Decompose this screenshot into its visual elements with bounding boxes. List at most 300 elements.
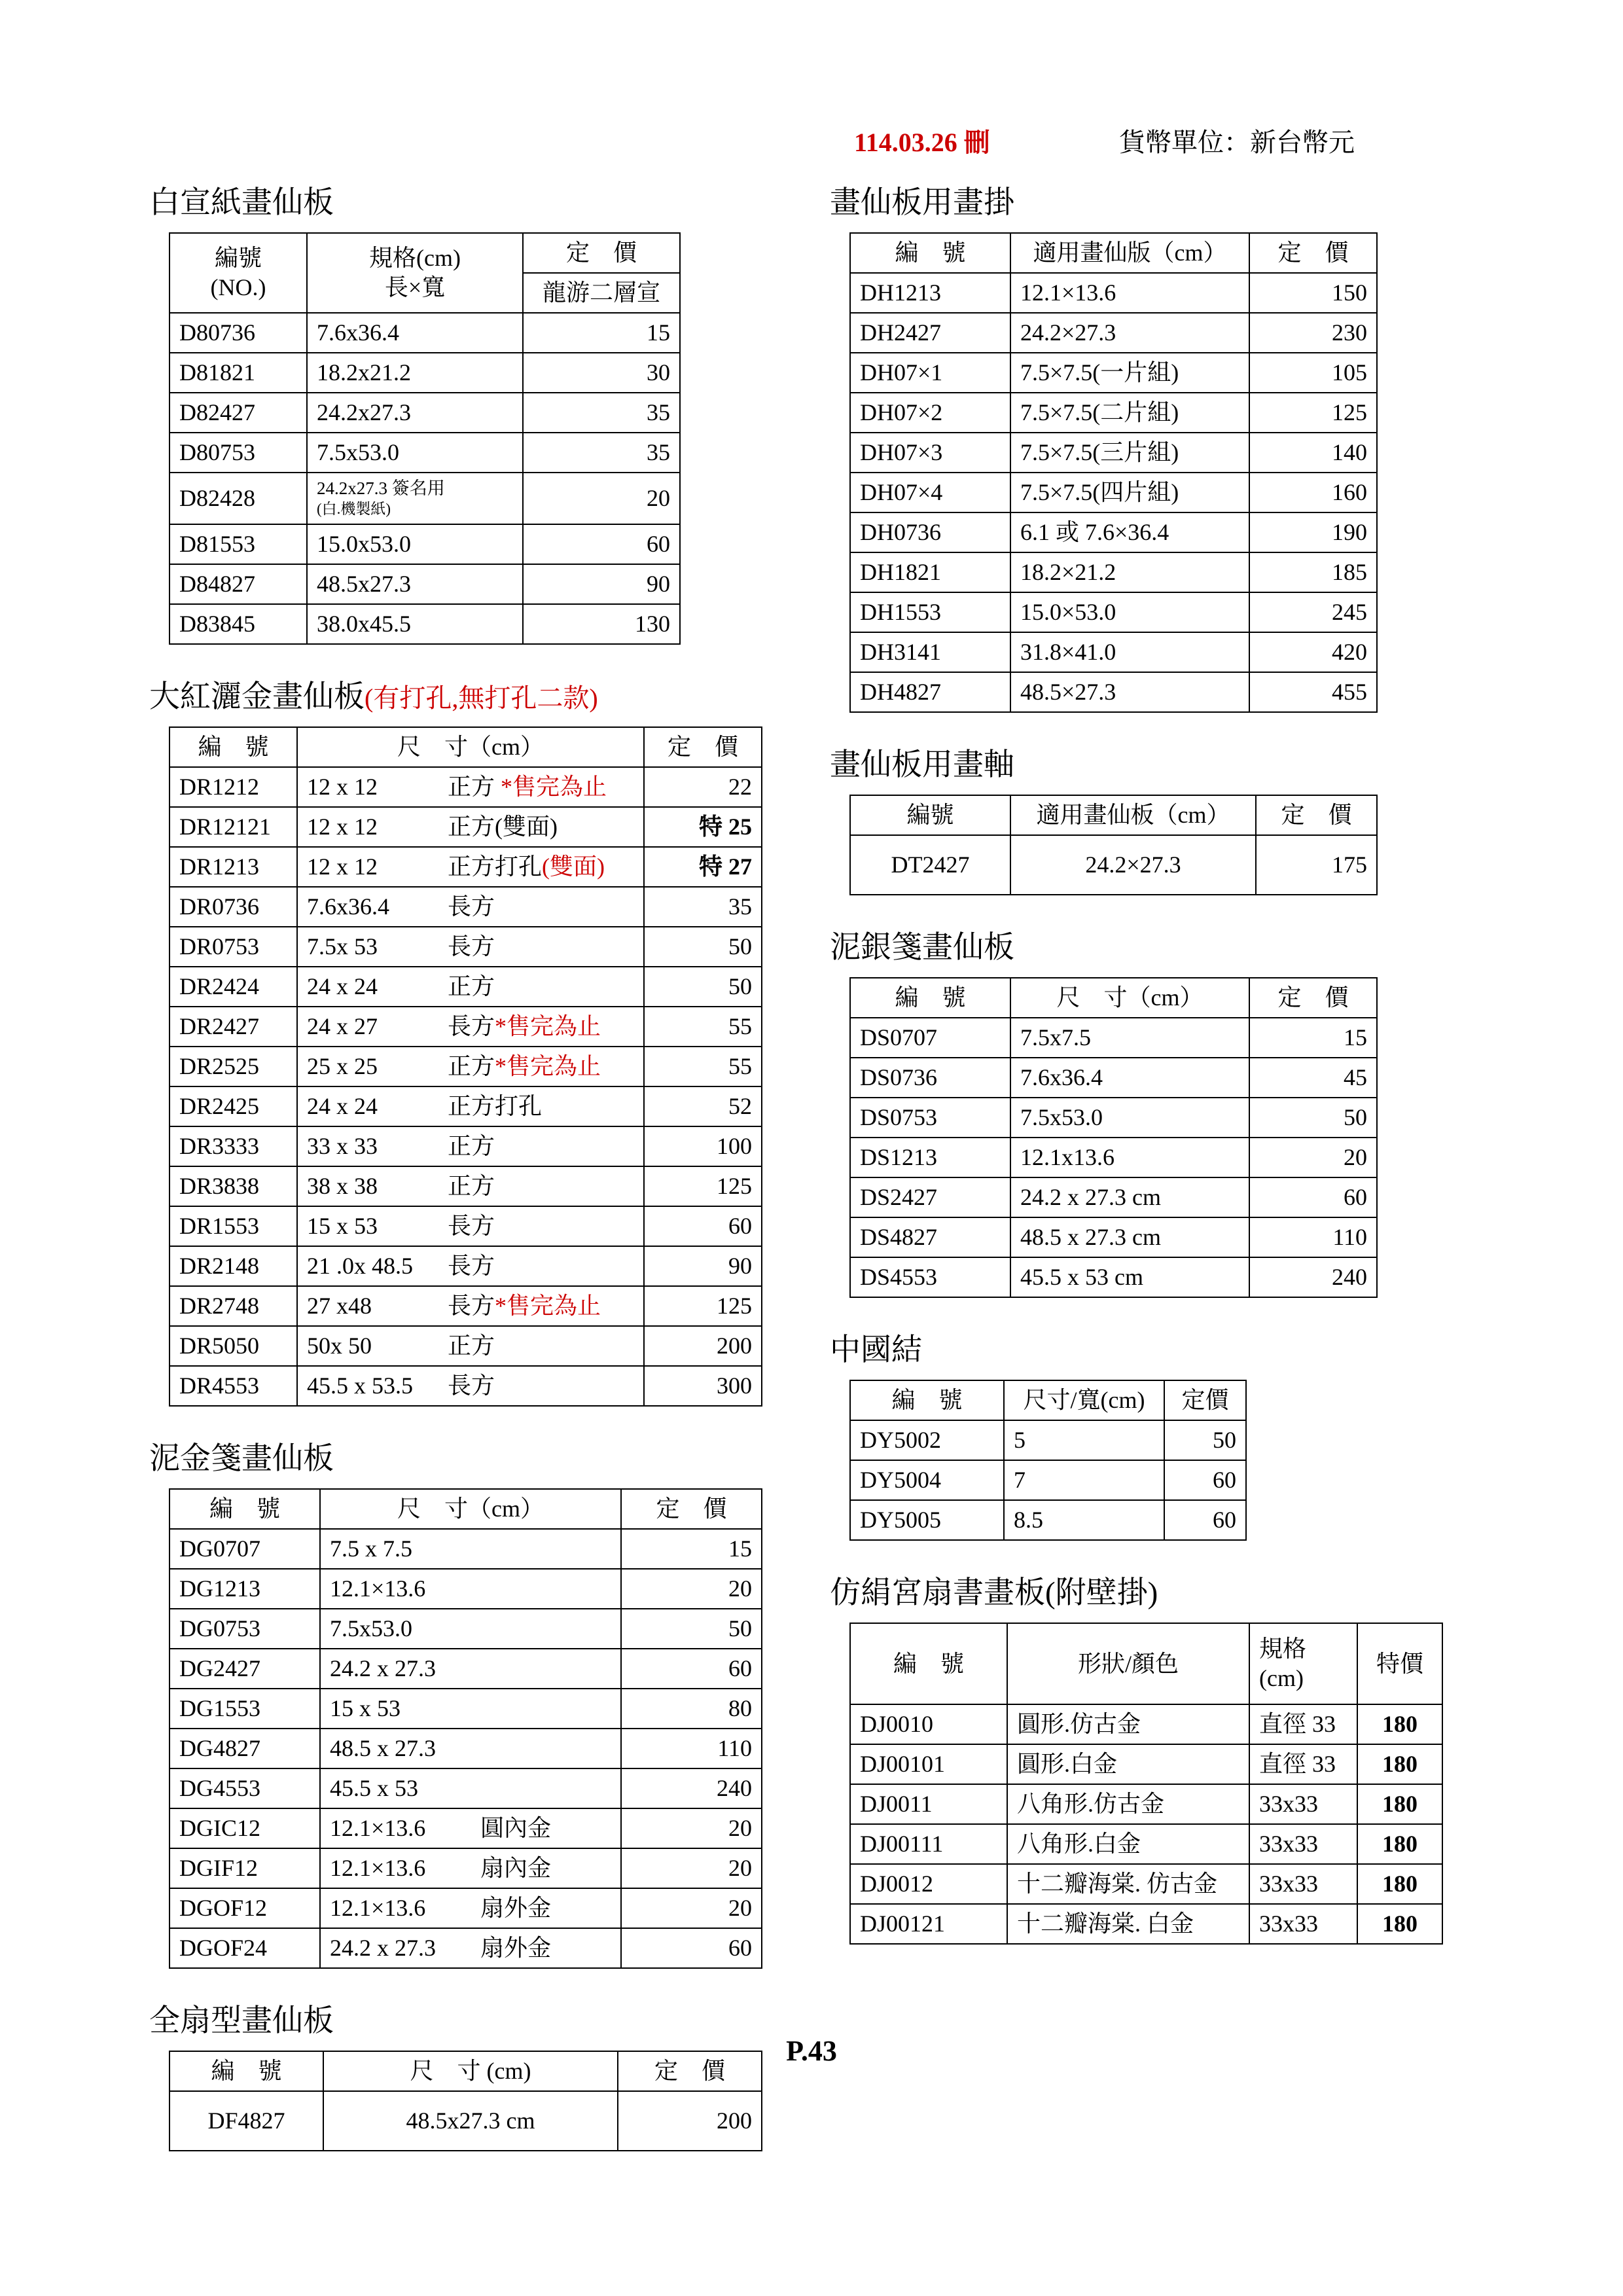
table-row	[850, 473, 1377, 512]
table-cell: 190	[1249, 512, 1377, 552]
table-cell	[297, 767, 644, 807]
table-row	[169, 887, 762, 927]
table-cell: 45.5 x 53 cm	[1010, 1257, 1249, 1297]
table-row	[169, 927, 762, 967]
section-title-text: 畫仙板用畫掛	[830, 186, 1014, 220]
table-row	[169, 1007, 762, 1047]
table-cell: DJ0012	[850, 1864, 1007, 1904]
table-cell: 50	[1249, 1098, 1377, 1138]
table-row	[169, 313, 680, 353]
cell-text: 圓內金	[480, 1814, 552, 1841]
section-title-text: 泥銀箋畫仙板	[830, 931, 1014, 965]
cell-text: 15 x 53	[307, 1212, 378, 1239]
table-cell: 八角形.白金	[1007, 1824, 1249, 1864]
table-cell: DR3333	[169, 1126, 297, 1166]
header-cell: 編 號	[169, 1489, 320, 1529]
table-cell: 60	[1164, 1500, 1246, 1540]
table-cell: 圓形.白金	[1007, 1744, 1249, 1784]
table-row	[169, 1126, 762, 1166]
cell-text: 12.1×13.6	[330, 1814, 426, 1841]
table-cell: DG1213	[169, 1569, 320, 1609]
table-cell: DG4553	[169, 1768, 320, 1808]
table-cell: 50	[621, 1609, 762, 1649]
table-row	[169, 1047, 762, 1086]
table-cell: 48.5×27.3	[1010, 672, 1249, 712]
table-cell	[297, 1286, 644, 1326]
table-cell: DR0736	[169, 887, 297, 927]
table-cell: 45	[1249, 1058, 1377, 1098]
table-row	[169, 524, 680, 564]
table-cell: 7	[1004, 1460, 1164, 1500]
table-cell: DR2425	[169, 1086, 297, 1126]
table-cell: DJ0011	[850, 1784, 1007, 1824]
cell-line: 24.2x27.3 簽名用	[317, 478, 445, 498]
cell-text: 長方	[448, 1013, 495, 1039]
table-row	[169, 847, 762, 887]
cell-text: (雙面)	[542, 853, 605, 880]
section-gold-paper-board	[149, 1434, 791, 1969]
table-cell: 45.5 x 53	[320, 1768, 621, 1808]
section-title	[830, 740, 1478, 784]
table-row	[850, 592, 1377, 632]
header-cell	[169, 233, 307, 313]
cell-text: 12 x 12	[307, 813, 378, 840]
header-cell: 編號	[850, 795, 1010, 835]
table-cell: 105	[1249, 353, 1377, 393]
header-cell: 定 價	[618, 2051, 762, 2091]
section-title	[149, 178, 791, 222]
table-row	[169, 1649, 762, 1689]
table-cell: 180	[1357, 1744, 1442, 1784]
table-cell: DY5002	[850, 1420, 1004, 1460]
table-cell: 直徑 33	[1249, 1744, 1357, 1784]
cell-text: 25 x 25	[307, 1052, 378, 1079]
table-row	[169, 1768, 762, 1808]
cell-text: 正方(雙面)	[448, 813, 558, 840]
silver-paper-price-table	[849, 977, 1378, 1298]
table-cell: 6.1 或 7.6×36.4	[1010, 512, 1249, 552]
cell-text: 正方	[448, 1132, 495, 1159]
header-cell: 定 價	[1249, 978, 1377, 1018]
cell-text: 50x 50	[307, 1332, 372, 1359]
table-row	[169, 1166, 762, 1206]
table-cell: 52	[644, 1086, 762, 1126]
table-cell: 300	[644, 1366, 762, 1406]
table-cell: DH07×3	[850, 433, 1010, 473]
table-cell: 150	[1249, 273, 1377, 313]
table-cell: 50	[644, 927, 762, 967]
table-cell: DG2427	[169, 1649, 320, 1689]
white-xuan-price-table	[169, 232, 681, 645]
table-cell: 八角形.仿古金	[1007, 1784, 1249, 1824]
table-cell: 60	[621, 1928, 762, 1968]
table-cell: 7.5x53.0	[320, 1609, 621, 1649]
header-row	[850, 233, 1377, 273]
table-cell: D84827	[169, 564, 307, 604]
section-title-text: 泥金箋畫仙板	[149, 1441, 334, 1476]
table-row	[850, 1257, 1377, 1297]
cell-text: 扇外金	[480, 1934, 552, 1961]
header-cell: 形狀/顏色	[1007, 1623, 1249, 1704]
section-title-text: 白宣紙畫仙板	[149, 186, 334, 220]
table-row	[850, 1500, 1246, 1540]
table-cell: 特 27	[644, 847, 762, 887]
table-row	[169, 1569, 762, 1609]
table-cell: 15.0×53.0	[1010, 592, 1249, 632]
table-cell	[297, 1007, 644, 1047]
table-row	[850, 1744, 1442, 1784]
table-cell: DR2748	[169, 1286, 297, 1326]
table-row	[850, 835, 1377, 895]
table-cell	[297, 1047, 644, 1086]
table-cell: 90	[523, 564, 680, 604]
header-row	[169, 727, 762, 767]
table-row	[850, 1824, 1442, 1864]
cell-text: 長方	[448, 1292, 495, 1319]
table-cell: DG0707	[169, 1529, 320, 1569]
table-cell: 35	[523, 433, 680, 473]
cell-text: 正方	[448, 1052, 495, 1079]
table-row	[850, 1420, 1246, 1460]
table-cell: 48.5 x 27.3 cm	[1010, 1217, 1249, 1257]
table-cell: 60	[621, 1649, 762, 1689]
table-row	[169, 353, 680, 393]
table-cell: 12.1×13.6	[320, 1569, 621, 1609]
table-cell: DY5004	[850, 1460, 1004, 1500]
section-title-text: 大紅灑金畫仙板	[149, 679, 365, 714]
table-cell: 20	[621, 1888, 762, 1928]
table-row	[850, 1217, 1377, 1257]
table-cell: 5	[1004, 1420, 1164, 1460]
cell-text: 長方	[448, 1212, 495, 1239]
table-cell: D82428	[169, 473, 307, 524]
table-row	[850, 672, 1377, 712]
page-number: P.43	[786, 2035, 837, 2067]
table-cell: DH3141	[850, 632, 1010, 672]
table-row	[169, 1246, 762, 1286]
cell-text: *售完為止	[495, 1052, 601, 1079]
table-row	[169, 473, 680, 524]
table-cell: 100	[644, 1126, 762, 1166]
cell-text: 長方	[448, 933, 495, 960]
header-cell: 定 價	[523, 233, 680, 273]
table-cell: 200	[618, 2091, 762, 2151]
table-cell: 55	[644, 1047, 762, 1086]
table-cell: 455	[1249, 672, 1377, 712]
table-cell: DG4827	[169, 1729, 320, 1768]
table-cell: 125	[1249, 393, 1377, 433]
table-cell: DY5005	[850, 1500, 1004, 1540]
cell-line: (白.機製紙)	[317, 500, 391, 517]
table-cell: 7.5×7.5(一片組)	[1010, 353, 1249, 393]
header-cell	[1249, 1623, 1357, 1704]
section-full-fan-board	[149, 1996, 791, 2151]
section-title	[830, 1568, 1478, 1612]
table-cell: DR12121	[169, 807, 297, 847]
cell-text: 正方打孔	[448, 1092, 543, 1119]
table-cell: 110	[1249, 1217, 1377, 1257]
cell-text: 正方	[448, 773, 501, 800]
cell-text: 正方	[448, 1332, 495, 1359]
table-cell: 特 25	[644, 807, 762, 847]
table-cell: 50	[1164, 1420, 1246, 1460]
table-row	[169, 807, 762, 847]
board-scroll-price-table	[849, 795, 1378, 895]
header-cell: 適用畫仙版（cm）	[1010, 233, 1249, 273]
cell-line: (cm)	[1259, 1665, 1304, 1691]
table-row	[169, 1529, 762, 1569]
header-row	[850, 795, 1377, 835]
section-title	[149, 672, 791, 716]
header-row	[850, 1380, 1246, 1420]
board-hanger-price-table	[849, 232, 1378, 713]
section-board-scroll	[830, 740, 1478, 895]
table-cell: 20	[1249, 1138, 1377, 1177]
silk-fan-board-price-table	[849, 1623, 1443, 1945]
table-cell: 33x33	[1249, 1904, 1357, 1944]
table-cell	[320, 1848, 621, 1888]
table-cell: 180	[1357, 1864, 1442, 1904]
table-cell: DR2525	[169, 1047, 297, 1086]
table-cell: DJ00121	[850, 1904, 1007, 1944]
table-cell: 15	[523, 313, 680, 353]
table-cell: 38.0x45.5	[307, 604, 523, 644]
table-cell: DH1553	[850, 592, 1010, 632]
table-cell: D80736	[169, 313, 307, 353]
cell-text: 24 x 27	[307, 1013, 378, 1039]
section-title-text: 全扇型畫仙板	[149, 2003, 334, 2038]
cell-text: 正方打孔	[448, 853, 543, 880]
table-cell: DH2427	[850, 313, 1010, 353]
cell-text: 正方	[448, 973, 495, 999]
table-cell: DS4827	[850, 1217, 1010, 1257]
table-cell: 110	[621, 1729, 762, 1768]
cell-text: 38 x 38	[307, 1172, 378, 1199]
table-cell: 15.0x53.0	[307, 524, 523, 564]
table-cell: 80	[621, 1689, 762, 1729]
table-cell: 180	[1357, 1784, 1442, 1824]
table-cell: 60	[644, 1206, 762, 1246]
table-cell: DS0736	[850, 1058, 1010, 1098]
table-cell	[297, 847, 644, 887]
table-cell: 7.5x53.0	[1010, 1098, 1249, 1138]
table-cell: 十二瓣海棠. 仿古金	[1007, 1864, 1249, 1904]
table-cell: DH4827	[850, 672, 1010, 712]
cell-line: 長×寬	[384, 274, 446, 300]
table-row	[169, 1689, 762, 1729]
header-cell: 特價	[1357, 1623, 1442, 1704]
table-cell: 7.5×7.5(二片組)	[1010, 393, 1249, 433]
table-cell: DR2148	[169, 1246, 297, 1286]
table-cell: 60	[1249, 1177, 1377, 1217]
table-cell: DH07×1	[850, 353, 1010, 393]
header-cell: 編 號	[169, 2051, 323, 2091]
table-cell: 35	[644, 887, 762, 927]
table-row	[850, 1177, 1377, 1217]
table-cell: DS0707	[850, 1018, 1010, 1058]
cell-text: 24.2 x 27.3	[330, 1934, 436, 1961]
table-cell: DS1213	[850, 1138, 1010, 1177]
table-cell: DG1553	[169, 1689, 320, 1729]
table-row	[850, 632, 1377, 672]
table-row	[169, 967, 762, 1007]
cell-line: (NO.)	[210, 274, 266, 300]
header-cell: 尺 寸（cm）	[1010, 978, 1249, 1018]
table-cell: 48.5 x 27.3	[320, 1729, 621, 1768]
table-cell	[297, 887, 644, 927]
table-row	[850, 393, 1377, 433]
section-silk-fan-board	[830, 1568, 1478, 1945]
table-cell: DH1213	[850, 273, 1010, 313]
table-row	[850, 313, 1377, 353]
table-cell: DR1213	[169, 847, 297, 887]
header-cell: 定價	[1164, 1380, 1246, 1420]
section-red-gold-board	[149, 672, 791, 1407]
table-cell: DJ0010	[850, 1704, 1007, 1744]
table-cell: 230	[1249, 313, 1377, 353]
table-cell: DR1553	[169, 1206, 297, 1246]
table-row	[850, 273, 1377, 313]
table-row	[850, 1704, 1442, 1744]
table-cell: 33x33	[1249, 1784, 1357, 1824]
table-cell: DR2424	[169, 967, 297, 1007]
table-cell: 18.2×21.2	[1010, 552, 1249, 592]
table-cell: 20	[621, 1848, 762, 1888]
currency-unit-label: 貨幣單位：新台幣元	[1119, 128, 1355, 157]
header-row	[850, 1623, 1442, 1704]
header-cell: 編 號	[850, 978, 1010, 1018]
table-cell	[297, 927, 644, 967]
table-cell: DT2427	[850, 835, 1010, 895]
table-row	[850, 1138, 1377, 1177]
header-cell: 定 價	[1256, 795, 1377, 835]
section-title-note: (有打孔,無打孔二款)	[365, 683, 598, 713]
header-cell: 尺 寸（cm）	[297, 727, 644, 767]
table-row	[169, 564, 680, 604]
table-cell: 15	[621, 1529, 762, 1569]
table-row	[169, 767, 762, 807]
table-row	[850, 1460, 1246, 1500]
table-cell: 125	[644, 1286, 762, 1326]
table-cell: 160	[1249, 473, 1377, 512]
section-title	[830, 923, 1478, 967]
table-cell: DR4553	[169, 1366, 297, 1406]
table-cell: 十二瓣海棠. 白金	[1007, 1904, 1249, 1944]
chinese-knot-price-table	[849, 1380, 1247, 1541]
table-cell: 30	[523, 353, 680, 393]
table-cell: 420	[1249, 632, 1377, 672]
table-row	[169, 2091, 762, 2151]
cell-text: 扇內金	[480, 1854, 552, 1881]
table-cell: 48.5x27.3	[307, 564, 523, 604]
table-cell: 240	[1249, 1257, 1377, 1297]
table-cell: 50	[644, 967, 762, 1007]
cell-text: 7.5x 53	[307, 933, 378, 960]
table-cell: DJ00111	[850, 1824, 1007, 1864]
table-cell: DS2427	[850, 1177, 1010, 1217]
table-cell: 125	[644, 1166, 762, 1206]
table-cell: 12.1×13.6	[1010, 273, 1249, 313]
table-row	[169, 393, 680, 433]
header-cell: 編 號	[169, 727, 297, 767]
table-cell	[297, 967, 644, 1007]
table-row	[850, 1098, 1377, 1138]
header-cell	[307, 233, 523, 313]
header-cell: 龍游二層宣	[523, 273, 680, 313]
section-title-text: 中國結	[830, 1333, 922, 1367]
table-row	[850, 552, 1377, 592]
cell-text: 27 x48	[307, 1292, 372, 1319]
section-chinese-knot	[830, 1325, 1478, 1541]
table-cell: 175	[1256, 835, 1377, 895]
table-cell: 48.5x27.3 cm	[323, 2091, 618, 2151]
cell-text: 12.1×13.6	[330, 1854, 426, 1881]
table-cell: DG0753	[169, 1609, 320, 1649]
table-row	[169, 1928, 762, 1968]
table-row	[169, 604, 680, 644]
table-cell: DH07×4	[850, 473, 1010, 512]
revision-note: 114.03.26 刪	[854, 128, 990, 157]
table-cell: 15	[1249, 1018, 1377, 1058]
table-cell: DGIC12	[169, 1808, 320, 1848]
table-cell: 24.2 x 27.3 cm	[1010, 1177, 1249, 1217]
cell-text: 扇外金	[480, 1894, 552, 1921]
cell-text: *售完為止	[501, 773, 607, 800]
table-cell: 200	[644, 1326, 762, 1366]
header-cell: 編 號	[850, 233, 1010, 273]
table-row	[850, 1904, 1442, 1944]
section-title-text: 畫仙板用畫軸	[830, 748, 1014, 782]
table-cell	[297, 1126, 644, 1166]
table-cell: DGOF12	[169, 1888, 320, 1928]
section-title	[830, 178, 1478, 222]
table-cell	[297, 1326, 644, 1366]
table-cell: 7.5x7.5	[1010, 1018, 1249, 1058]
table-cell: DR3838	[169, 1166, 297, 1206]
table-row	[850, 1058, 1377, 1098]
cell-text: 長方	[448, 1252, 495, 1279]
cell-line: 規格(cm)	[369, 245, 461, 271]
table-cell: 直徑 33	[1249, 1704, 1357, 1744]
table-cell	[297, 1166, 644, 1206]
table-row	[850, 353, 1377, 393]
table-cell: 7.5 x 7.5	[320, 1529, 621, 1569]
table-cell: DR0753	[169, 927, 297, 967]
table-cell	[297, 1246, 644, 1286]
cell-text: 正方	[448, 1172, 495, 1199]
table-cell: 24.2×27.3	[1010, 313, 1249, 353]
table-cell: DR1212	[169, 767, 297, 807]
header-cell: 定 價	[621, 1489, 762, 1529]
header-cell: 定 價	[644, 727, 762, 767]
table-row	[169, 1888, 762, 1928]
cell-text: 12 x 12	[307, 773, 378, 800]
table-cell: 33x33	[1249, 1864, 1357, 1904]
table-cell: 7.5×7.5(四片組)	[1010, 473, 1249, 512]
table-row	[169, 1609, 762, 1649]
table-row	[850, 433, 1377, 473]
table-row	[169, 1729, 762, 1768]
table-row	[850, 1784, 1442, 1824]
table-cell: D82427	[169, 393, 307, 433]
table-cell: 24.2x27.3	[307, 393, 523, 433]
table-row	[850, 1018, 1377, 1058]
header-cell: 適用畫仙板（cm）	[1010, 795, 1256, 835]
right-column	[830, 178, 1478, 1945]
red-gold-price-table	[169, 726, 762, 1407]
table-cell: 60	[523, 524, 680, 564]
cell-text: 7.6x36.4	[307, 893, 389, 920]
